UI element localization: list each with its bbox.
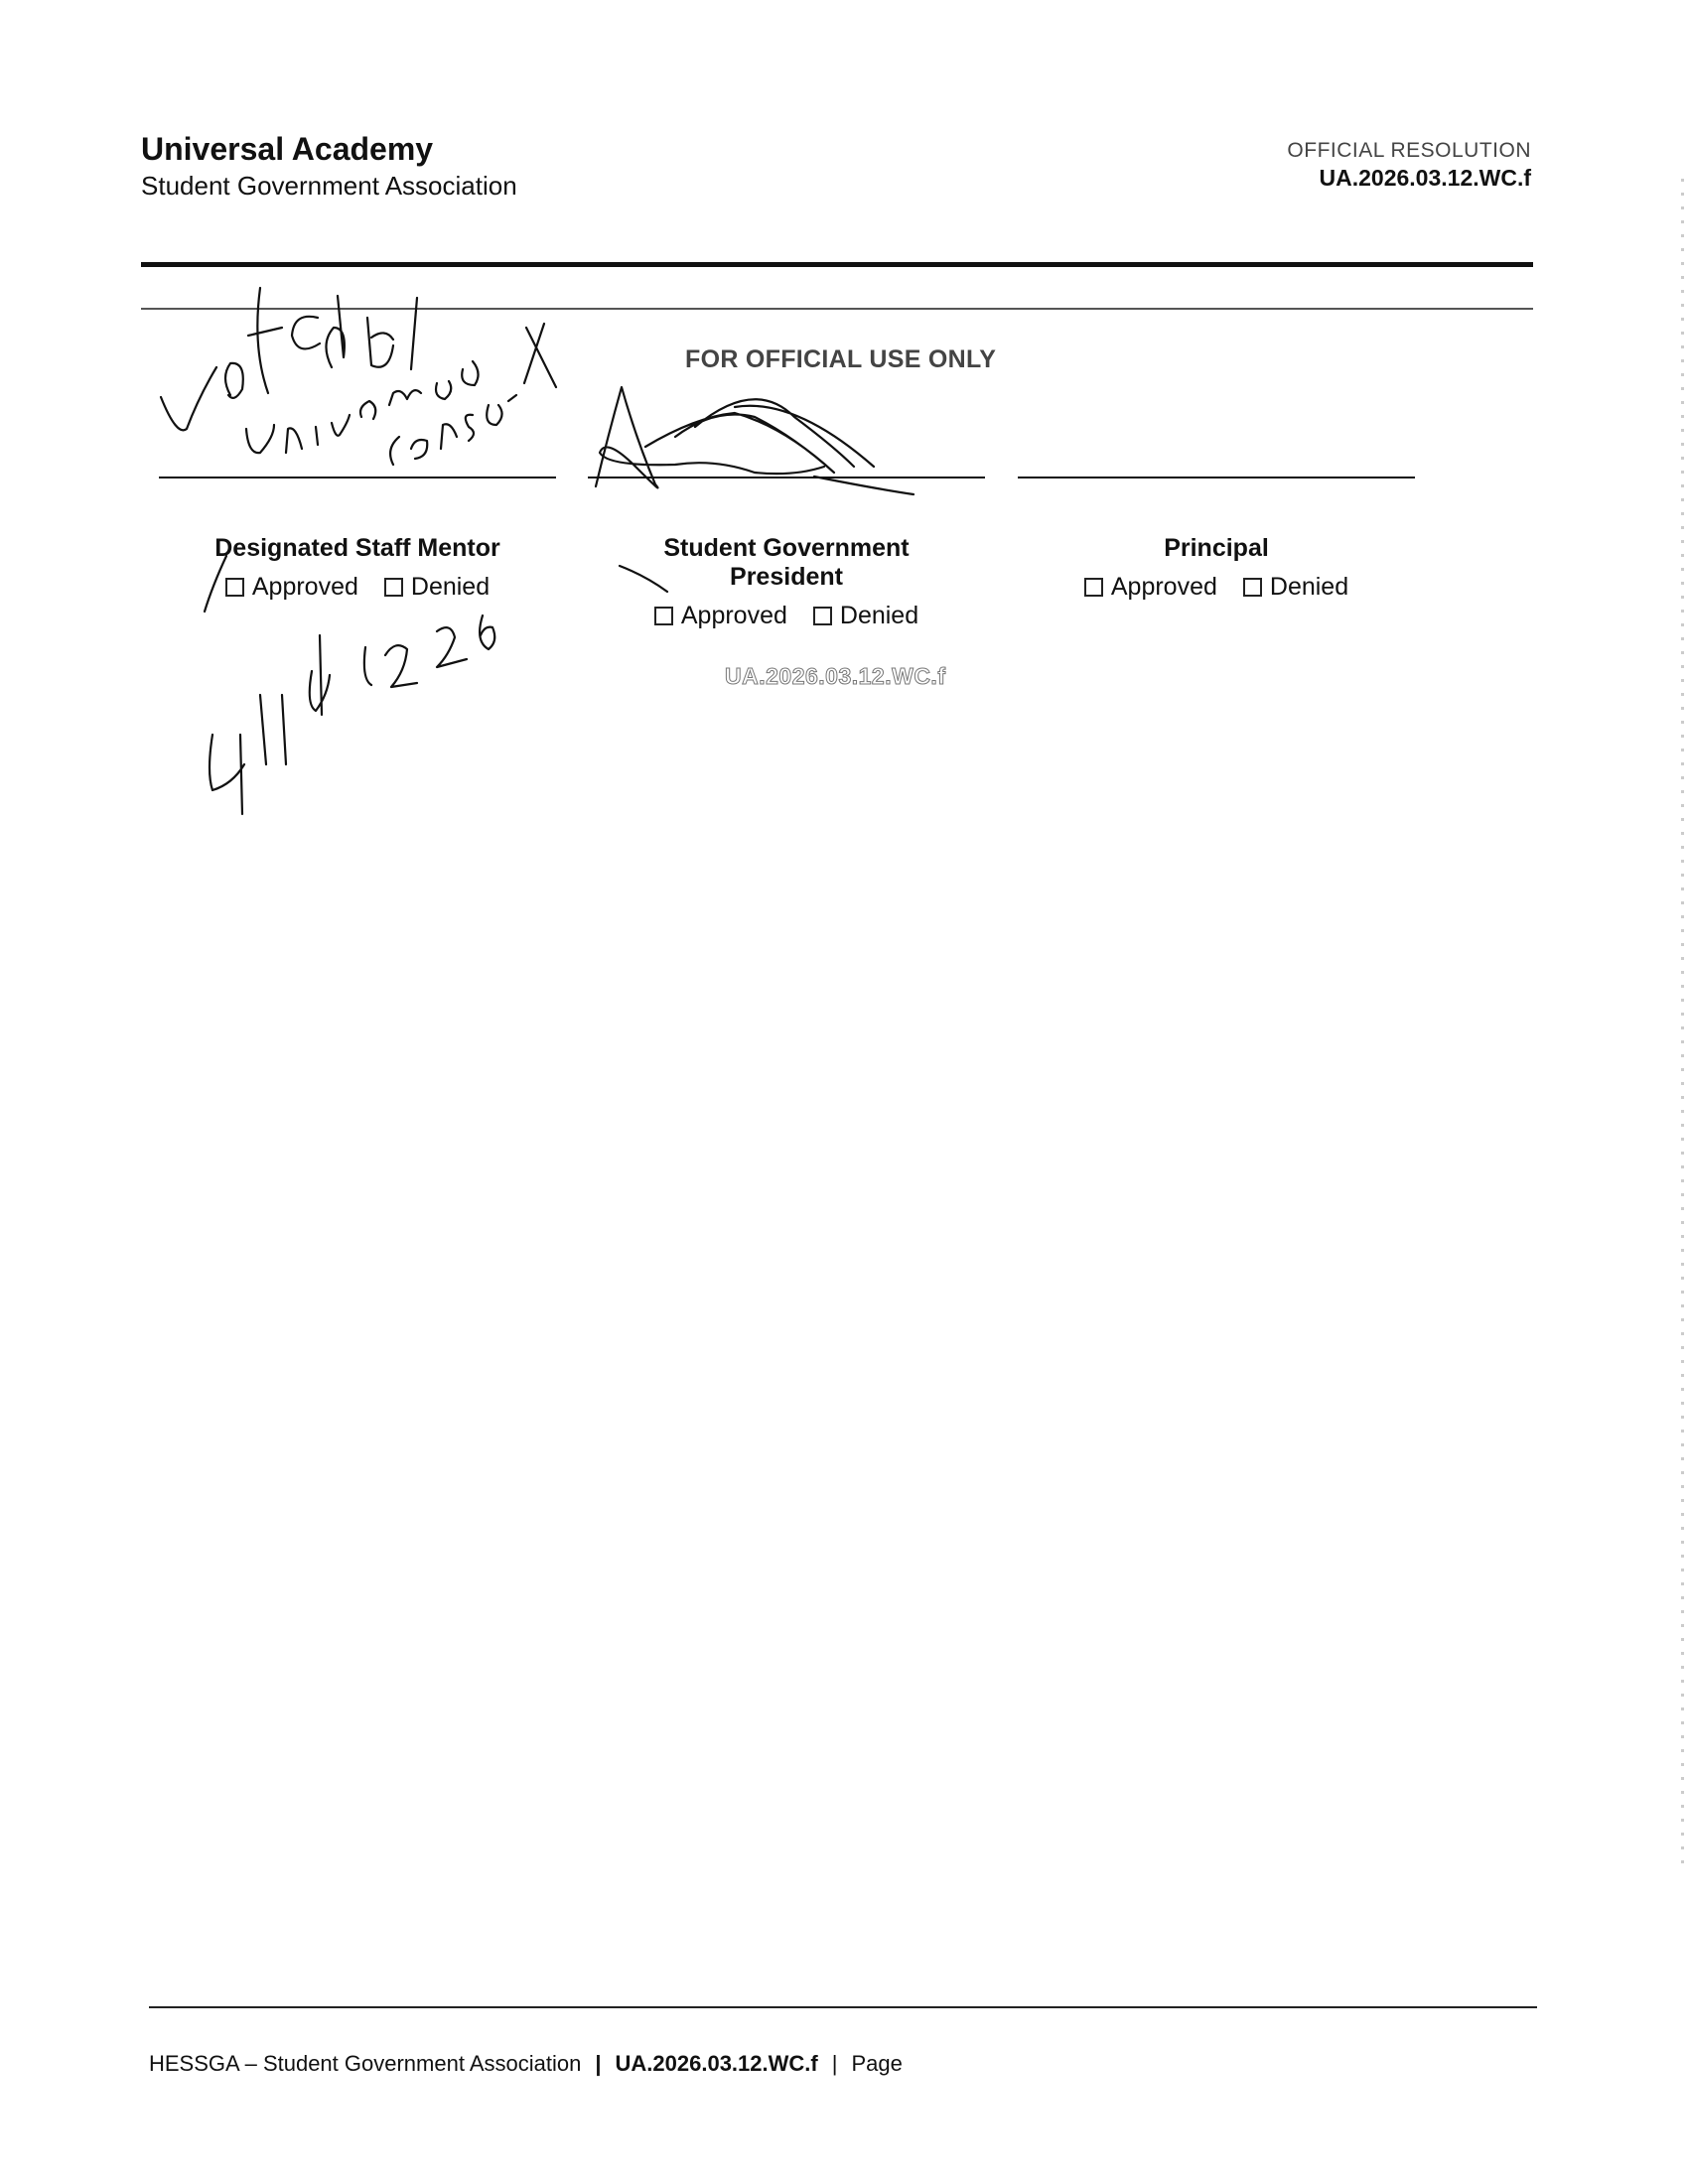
denied-option[interactable]: Denied xyxy=(384,573,490,602)
resolution-id: UA.2026.03.12.WC.f xyxy=(1319,165,1531,191)
handwritten-date xyxy=(210,615,494,814)
approved-checkbox[interactable] xyxy=(1084,578,1103,597)
org-subtitle: Student Government Association xyxy=(141,171,517,201)
approved-checkbox[interactable] xyxy=(225,578,244,597)
denied-checkbox[interactable] xyxy=(384,578,403,597)
footer-separator: | xyxy=(595,2051,602,2076)
approval-block-mentor xyxy=(179,534,536,602)
handwritten-consent xyxy=(390,324,556,465)
page-footer xyxy=(149,2051,903,2077)
document-id-stamp: UA.2026.03.12.WC.f xyxy=(725,663,946,689)
approval-block-principal xyxy=(1038,534,1395,602)
footer-org: HESSGA – Student Government Association xyxy=(149,2051,582,2076)
header-divider-thick xyxy=(141,262,1533,267)
signature-line-principal xyxy=(1018,477,1415,478)
official-use-label: FOR OFFICIAL USE ONLY xyxy=(685,345,997,373)
approver-title: Student Government President xyxy=(663,534,910,591)
approval-block-president xyxy=(608,534,965,630)
approved-option[interactable]: Approved xyxy=(654,602,787,630)
signature-line-mentor xyxy=(159,477,556,478)
signature-line-president xyxy=(588,477,985,478)
denied-checkbox[interactable] xyxy=(813,607,832,625)
denied-option[interactable]: Denied xyxy=(1243,573,1348,602)
denied-option[interactable]: Denied xyxy=(813,602,918,630)
footer-divider xyxy=(149,2006,1537,2008)
header-divider-thin xyxy=(141,308,1533,310)
footer-separator: | xyxy=(831,2051,838,2076)
handwritten-unanimous xyxy=(246,361,479,453)
approved-option[interactable]: Approved xyxy=(1084,573,1217,602)
approver-title: Principal xyxy=(1164,534,1269,562)
denied-checkbox[interactable] xyxy=(1243,578,1262,597)
footer-doc-id: UA.2026.03.12.WC.f xyxy=(615,2051,818,2076)
approved-checkbox[interactable] xyxy=(654,607,673,625)
approved-option[interactable]: Approved xyxy=(225,573,358,602)
footer-page-label: Page xyxy=(851,2051,903,2076)
resolution-label: OFFICIAL RESOLUTION xyxy=(1287,139,1531,162)
approver-title: Designated Staff Mentor xyxy=(214,534,500,562)
scan-edge-artifact xyxy=(1681,179,1684,1866)
org-name: Universal Academy xyxy=(141,131,434,167)
